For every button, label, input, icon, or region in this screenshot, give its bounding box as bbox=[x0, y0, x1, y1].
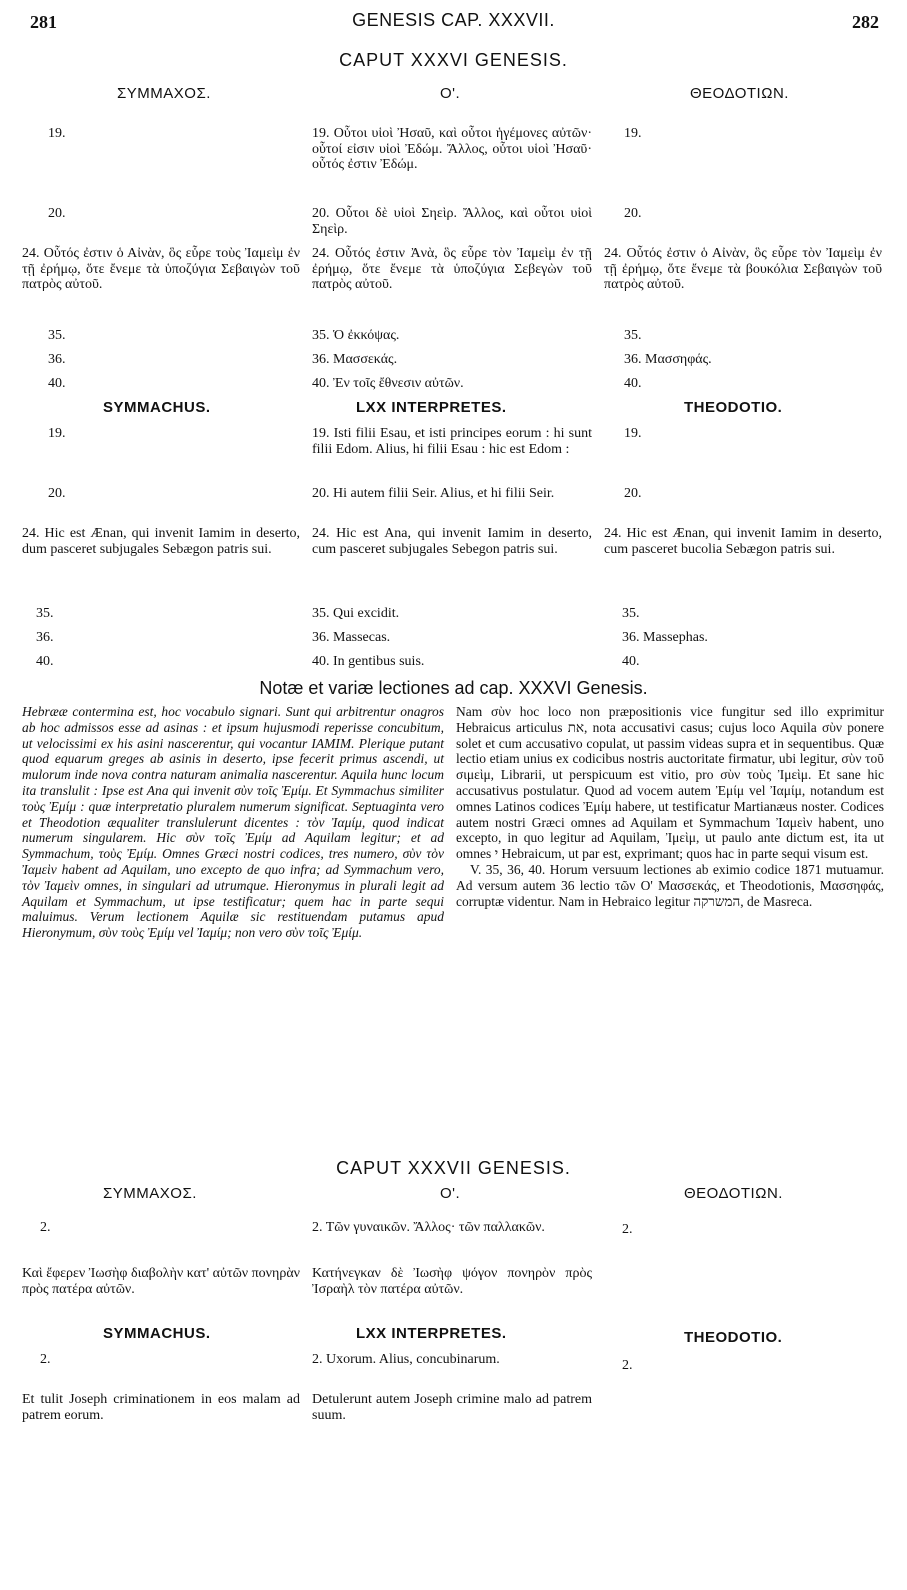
notes-right-paragraph-2: V. 35, 36, 40. Horum versuum lectiones ab eximio codice 1871 mutuamur. Ad versum autem 36 lectio τῶν Ο' Μασσεκάς, et Theodotionis, Μασσηφάς, corruptæ videntur. Nam in Hebraico legitur המשרקה, de Masreca. bbox=[456, 861, 884, 909]
greek-cell-lxx-24: 24. Οὗτός ἐστιν Ἀνὰ, ὃς εὗρε τὸν Ἰαμεὶμ ἐν τῇ ἐρήμῳ, ὅτε ἔνεμε τὰ ὑποζύγια Σεβεγὼν τοῦ πατρὸς αὐτοῦ. bbox=[312, 246, 592, 292]
header-lxx-latin-2: LXX INTERPRETES. bbox=[356, 1325, 507, 1342]
header-symmachus-latin: SYMMACHUS. bbox=[103, 399, 211, 416]
notes-left-column: Hebrææ contermina est, hoc vocabulo signari. Sunt qui arbitrentur onagros ab hoc admissos esse ad asinas : et ipsum hujusmodi reperisse concubitum, ut velocissimi ex his asini nascerentur, qui vocantur IAMIM. Plerique putant quod equarum greges ab asinis in deserto, ipse fecerit primus ascendi, ut mulorum inde nova contra naturam animalia nascerentur. Aquila hunc locum ita translulit : Ipse est Ana qui invenit σὺν τοῖς Ἐμίμ. Et Symmachus similiter τοὺς Ἐμίμ : quæ interpretatio pluralem numerum significat. Septuaginta vero et Theodotion æqualiter translulerunt dicentes : τὸν Ἰαμίμ, quod indicat numerum singularem. Hic σὺν τοῖς Ἐμίμ ad Aquilam legitur; et ad Symmachum, τοὺς Ἐμίμ. Omnes Græci nostri codices, tres numero, σὺν τὸν Ἰαμεὶν habent ad Aquilam, uno excepto de quo infra; ad Symmachum vero, τὸν Ἰαμεὶν omnes, in singulari ad utrumque. Hieronymus in plurali legit ad Aquilam et Symmachum, ut ipse testificatur; quem hac in parte sequi maluimus. Verum lectionem Aquilæ sic restituendam putamus apud Hieronymum, σὺν τοὺς Ἐμίμ vel Ἰαμίμ; non vero σὺν τοῖς Ἐμίμ. bbox=[22, 704, 444, 941]
notes-right-paragraph-1: Nam σὺν hoc loco non præpositionis vice fungitur sed illo exprimitur Hebraicus articulus את, nota accusativi casus; cujus loco Aquila σὺν ponere solet et cum accusativo copulat, ut passim videas supra et in sequentibus. Quæ lectio etiam unius ex codicibus nostris auctoritate firmatur, ubi legitur, σὺν τοῦ σιμεὶμ, Librarii, ut perspicuum est vitio, pro σὺν τοὺς Ἰμεὶμ. Et sane hic accusativus postulatur. Quod ad vocem autem Ἐμίμ vel Ἰαμίμ, notandum est omnes Latinos codices Ἐμίμ habere, ut testificatur Martianæus noster. Codices autem nostri Græci omnes ad Aquilam et Symmachum Ἰαμεὶν habent, uno excepto, in quo legitur ad Aquilam, Ἰμεὶμ, ut paulo ante dictum est, ita ut omnes י Hebraicum, ut par est, exprimant; quos hac in parte sequi visum est. bbox=[456, 704, 884, 862]
greek-cell-symm-24: 24. Οὗτός ἐστιν ὁ Αἰνὰν, ὃς εὗρε τοὺς Ἰαμεὶμ ἐν τῇ ἐρήμῳ, ὅτε ἔνεμε τὰ ὑποζύγια Σεβαιγὼν τοῦ πατρὸς αὐτοῦ. bbox=[22, 246, 300, 292]
latin-cell-symm-40: 40. bbox=[36, 654, 54, 669]
latin-cell-symm-20: 20. bbox=[48, 486, 66, 501]
greek-cell-theo-36: 36. Μασσηφάς. bbox=[624, 352, 712, 367]
greek-cell-symm-35: 35. bbox=[48, 328, 66, 343]
notes-right-column bbox=[456, 704, 884, 909]
header-theodotion-greek-2: ΘΕΟΔΟΤΙΩΝ. bbox=[684, 1185, 783, 1202]
greek-cell-symm-36: 36. bbox=[48, 352, 66, 367]
page-number-right: 282 bbox=[852, 12, 879, 32]
latin-cell-lxx-36: 36. Massecas. bbox=[312, 630, 391, 645]
latin-cell-symm-24: 24. Hic est Ænan, qui invenit Iamim in deserto, dum pasceret subjugales Sebægon patris sui. bbox=[22, 526, 300, 557]
latin-cell-lxx-35: 35. Qui excidit. bbox=[312, 606, 400, 621]
greek-cell-theo-35: 35. bbox=[624, 328, 642, 343]
latin-cell-theo-40: 40. bbox=[622, 654, 640, 669]
latin-cell-symm-35: 35. bbox=[36, 606, 54, 621]
page-number-left: 281 bbox=[30, 12, 57, 32]
latin-cell-theo-35: 35. bbox=[622, 606, 640, 621]
caput-36-title: CAPUT XXXVI GENESIS. bbox=[339, 50, 568, 70]
latin-cell-lxx-40: 40. In gentibus suis. bbox=[312, 654, 425, 669]
latin2-cell-theo-2: 2. bbox=[622, 1358, 633, 1373]
greek-cell-lxx-35: 35. Ὁ ἐκκόψας. bbox=[312, 328, 400, 343]
latin-cell-theo-19: 19. bbox=[624, 426, 642, 441]
greek-cell-symm-19: 19. bbox=[48, 126, 66, 141]
latin2-cell-symm-text: Et tulit Joseph criminationem in eos malam ad patrem eorum. bbox=[22, 1392, 300, 1423]
greek-cell-lxx-20: 20. Οὗτοι δὲ υἱοὶ Σηεὶρ. Ἄλλος, καὶ οὗτοι υἱοὶ Σηεὶρ. bbox=[312, 206, 592, 237]
greek-cell-theo-20: 20. bbox=[624, 206, 642, 221]
greek2-cell-lxx-text: Κατήνεγκαν δὲ Ἰωσὴφ ψόγον πονηρὸν πρὸς Ἰσραὴλ τὸν πατέρα αὐτῶν. bbox=[312, 1266, 592, 1297]
latin-cell-lxx-20: 20. Hi autem filii Seir. Alius, et hi filii Seir. bbox=[312, 486, 555, 501]
greek-cell-theo-19: 19. bbox=[624, 126, 642, 141]
header-theodotion-latin: THEODOTIO. bbox=[684, 399, 783, 416]
greek-cell-symm-20: 20. bbox=[48, 206, 66, 221]
greek-cell-theo-24: 24. Οὗτός ἐστιν ὁ Αἰνὰν, ὃς εὗρε τὸν Ἰαμεὶμ ἐν τῇ ἐρήμῳ, ὅτε ἔνεμε τὰ βουκόλια Σεβαιγὼν τοῦ πατρὸς αὐτοῦ. bbox=[604, 246, 882, 292]
header-lxx-greek-2: Ο'. bbox=[440, 1185, 461, 1202]
header-lxx-greek: Ο'. bbox=[440, 85, 461, 102]
latin-cell-lxx-24: 24. Hic est Ana, qui invenit Iamim in deserto, cum pasceret subjugales Sebegon patris sui. bbox=[312, 526, 592, 557]
latin2-cell-symm-2: 2. bbox=[40, 1352, 51, 1367]
running-title: GENESIS CAP. XXXVII. bbox=[352, 10, 555, 30]
latin-cell-theo-36: 36. Massephas. bbox=[622, 630, 708, 645]
greek-cell-lxx-19: 19. Οὗτοι υἱοὶ Ἠσαῦ, καὶ οὗτοι ἡγέμονες αὐτῶν· οὗτοί εἰσιν υἱοὶ Ἐδώμ. Ἄλλος, οὗτοι υἱοὶ Ἠσαῦ· οὗτός ἐστιν Ἐδώμ. bbox=[312, 126, 592, 172]
header-symmachus-greek: ΣΥΜΜΑΧΟΣ. bbox=[117, 85, 211, 102]
header-symmachus-greek-2: ΣΥΜΜΑΧΟΣ. bbox=[103, 1185, 197, 1202]
greek-cell-theo-40: 40. bbox=[624, 376, 642, 391]
greek-cell-symm-40: 40. bbox=[48, 376, 66, 391]
latin-cell-lxx-19: 19. Isti filii Esau, et isti principes eorum : hi sunt filii Edom. Alius, hi filii Esau : hic est Edom : bbox=[312, 426, 592, 457]
greek2-cell-theo-2: 2. bbox=[622, 1222, 633, 1237]
greek-cell-lxx-36: 36. Μασσεκάς. bbox=[312, 352, 398, 367]
greek2-cell-symm-2: 2. bbox=[40, 1220, 51, 1235]
header-lxx-latin: LXX INTERPRETES. bbox=[356, 399, 507, 416]
header-theodotion-greek: ΘΕΟΔΟΤΙΩΝ. bbox=[690, 85, 789, 102]
header-theodotion-latin-2: THEODOTIO. bbox=[684, 1329, 783, 1346]
greek-cell-lxx-40: 40. Ἐν τοῖς ἔθνεσιν αὐτῶν. bbox=[312, 376, 464, 391]
latin-cell-theo-24: 24. Hic est Ænan, qui invenit Iamim in deserto, cum pasceret bucolia Sebægon patris sui. bbox=[604, 526, 882, 557]
latin-cell-symm-19: 19. bbox=[48, 426, 66, 441]
latin2-cell-lxx-2: 2. Uxorum. Alius, concubinarum. bbox=[312, 1352, 500, 1367]
latin-cell-theo-20: 20. bbox=[624, 486, 642, 501]
latin-cell-symm-36: 36. bbox=[36, 630, 54, 645]
latin2-cell-lxx-text: Detulerunt autem Joseph crimine malo ad patrem suum. bbox=[312, 1392, 592, 1423]
caput-37-title: CAPUT XXXVII GENESIS. bbox=[336, 1158, 571, 1178]
greek2-cell-symm-text: Καὶ ἔφερεν Ἰωσὴφ διαβολὴν κατ' αὐτῶν πονηρὰν πρὸς πατέρα αὐτῶν. bbox=[22, 1266, 300, 1297]
header-symmachus-latin-2: SYMMACHUS. bbox=[103, 1325, 211, 1342]
notes-title: Notæ et variæ lectiones ad cap. XXXVI Genesis. bbox=[259, 678, 648, 698]
greek2-cell-lxx-2: 2. Τῶν γυναικῶν. Ἄλλος· τῶν παλλακῶν. bbox=[312, 1220, 545, 1235]
